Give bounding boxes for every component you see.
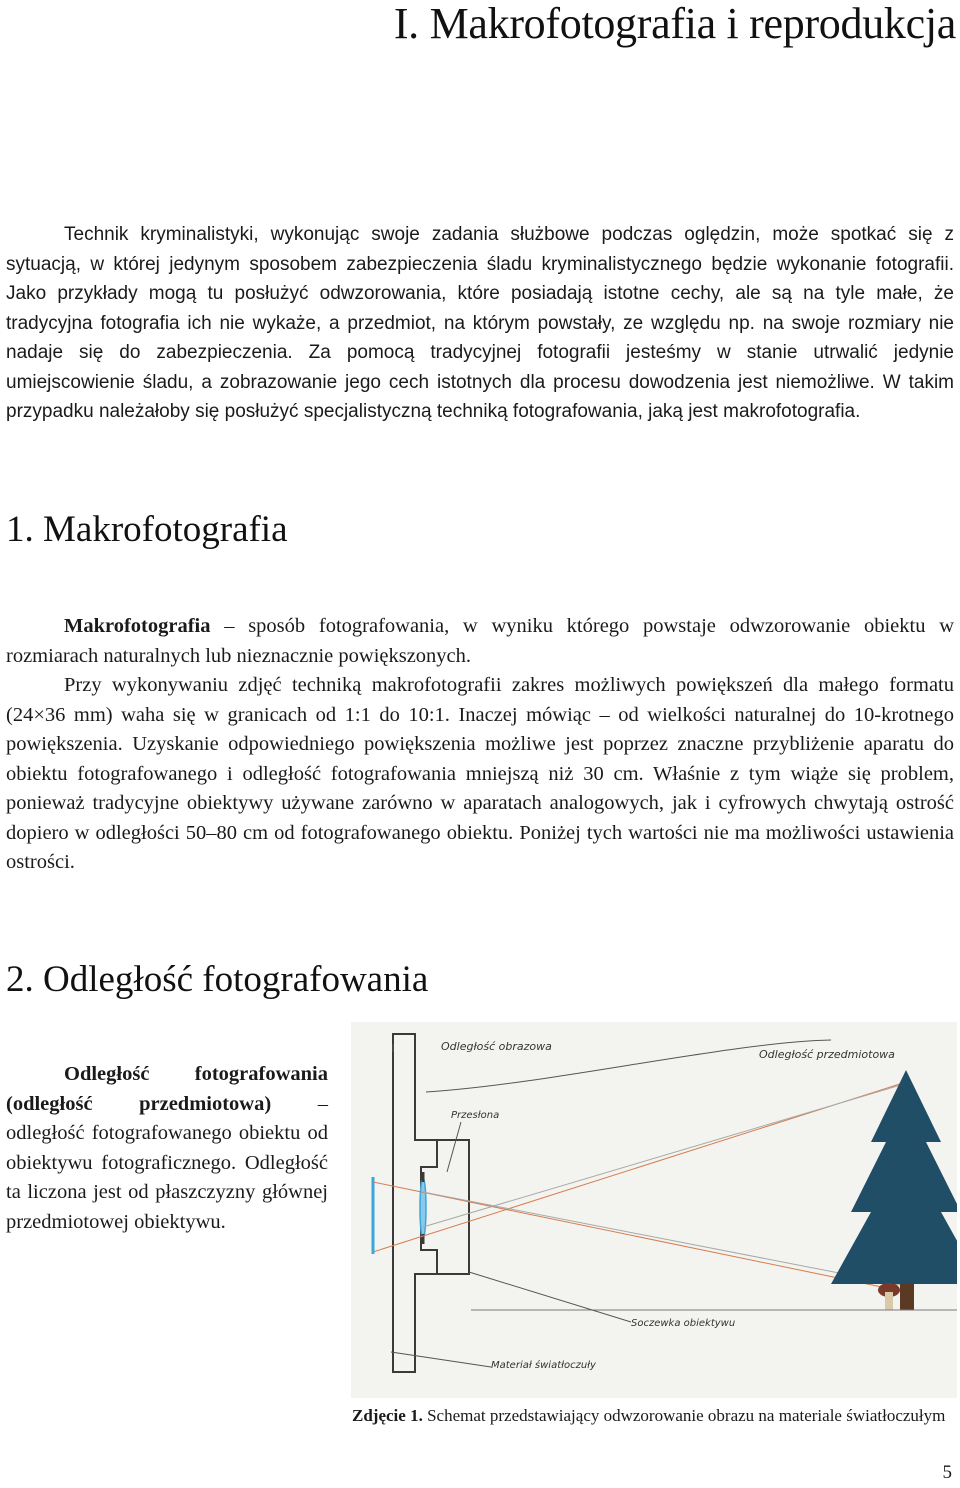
label-material: Materiał światłoczuły: [491, 1360, 596, 1371]
section-2-heading: 2. Odległość fotografowania: [6, 959, 429, 1000]
lens-element: [420, 1178, 426, 1238]
section-1-body-a: Przy wykonywaniu zdjęć techniką makrofotografii zakres możliwych powiększeń dla małego formatu (24×36 mm) waha się w granicach od 1:1 do 10:1.: [6, 674, 954, 726]
figure-caption-label: Zdjęcie 1.: [352, 1406, 423, 1425]
section-1-body-c: Uzyskanie odpowiedniego powiększenia możliwe jest poprzez znaczne przybliżenie aparatu do obiektu fotografowanego i odległość fotografowania mniejszą niż 30 cm.: [6, 733, 955, 785]
section-2-definition: [6, 1060, 328, 1237]
section-1-definition-text: – sposób fotografowania, w wyniku którego powstaje odwzorowanie obiektu w rozmiarach naturalnych lub nieznacznie powiększonych.: [6, 615, 954, 667]
section-1-body-e: Poniżej tych wartości nie ma możliwości ustawienia ostrości.: [6, 821, 955, 873]
intro-part-4: W takim przypadku należałoby się posłużyć specjalistyczną techniką fotografowania, jaką jest makrofotografia.: [6, 371, 954, 422]
section-1-definition: [6, 612, 954, 671]
tree-trunk: [900, 1284, 914, 1310]
section-1-body-b: Inaczej mówiąc – od wielkości naturalnej do 10-krotnego powiększenia.: [6, 703, 955, 755]
section-2-definition-text: – odległość fotografowanego obiektu od obiektywu fotograficznego. Odległość ta liczona jest od płaszczyzny głównej przedmiotowej obiektywu.: [6, 1092, 328, 1233]
chapter-title: I. Makrofotografia i reprodukcja: [393, 0, 956, 48]
section-1-heading: 1. Makrofotografia: [6, 509, 288, 550]
page-number: 5: [942, 1462, 952, 1483]
intro-part-2: Jako przykłady mogą tu posłużyć odwzorowania, które posiadają istotne cechy, ale są na tyle małe, że tradycyjna fotografia ich nie wykaże, a przedmiot, na którym powstały, ze względu np. na swoje rozmiary nie nadaje się do zabezpieczenia.: [6, 283, 954, 363]
intro-part-1: Technik kryminalistyki, wykonując swoje zadania służbowe podczas oględzin, może spotkać się z sytuacją, w której jedynym sposobem zabezpieczenia śladu kryminalistycznego będzie wykonanie fotografii.: [6, 224, 954, 275]
camera-diagram: [351, 1022, 957, 1398]
label-object-distance: Odległość przedmiotowa: [759, 1048, 895, 1061]
section-1-body: [6, 671, 954, 878]
intro-paragraph: [6, 220, 954, 427]
section-2-term: Odległość fotografowania (odległość przedmiotowa): [6, 1063, 328, 1115]
figure-caption: [352, 1406, 952, 1426]
label-aperture: Przesłona: [451, 1110, 500, 1121]
label-lens: Soczewka obiektywu: [631, 1318, 736, 1329]
label-image-distance: Odległość obrazowa: [441, 1040, 552, 1053]
figure-schematic: [351, 1022, 957, 1398]
section-1-body-d: Właśnie z tym wiąże się problem, ponieważ tradycyjne obiektywy używane zarówno w aparatach analogowych, jak i cyfrowych chwytają ostrość dopiero w odległości 50–80 cm od fotografowanego obiektu.: [6, 762, 954, 844]
mushroom-stem: [885, 1292, 893, 1310]
intro-part-3: Za pomocą tradycyjnej fotografii jesteśmy w stanie utrwalić jedynie umiejscowienie śladu, a zobrazowanie jego cech istotnych dla procesu dowodzenia jest niemożliwe.: [6, 342, 954, 393]
section-1-term: Makrofotografia: [64, 615, 211, 637]
figure-caption-text: Schemat przedstawiający odwzorowanie obrazu na materiale światłoczułym: [422, 1406, 946, 1425]
